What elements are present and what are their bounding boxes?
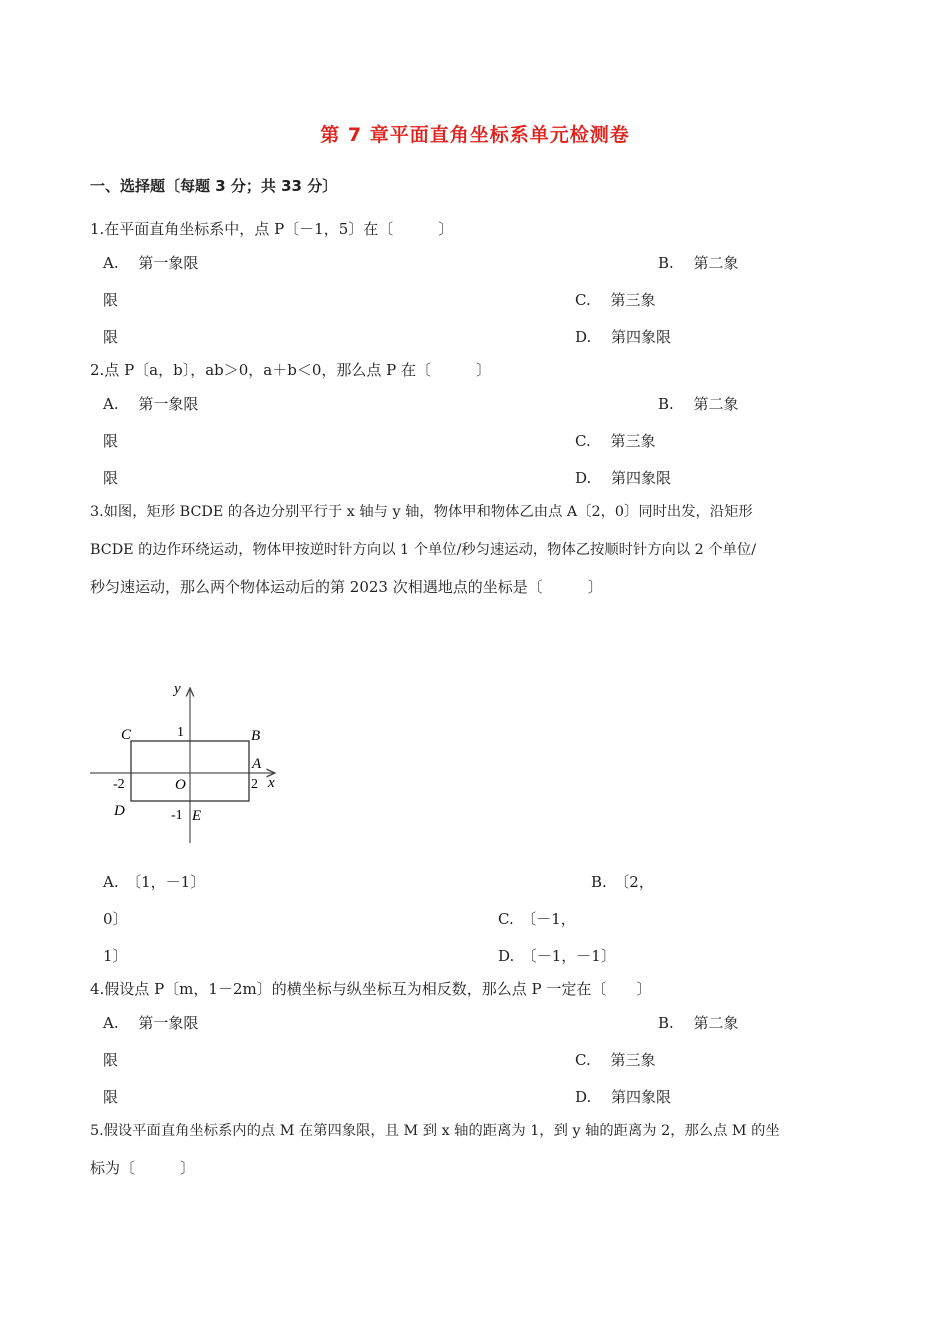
q4-option-a[interactable]: A. 第一象限 <box>103 1014 199 1032</box>
label-y: y <box>174 681 181 697</box>
q3-stem-line1: 3.如图，矩形 BCDE 的各边分别平行于 x 轴与 y 轴，物体甲和物体乙由点 A〔2，0〕同时出发，沿矩形 <box>90 504 753 520</box>
label-x: x <box>268 775 275 791</box>
q3-option-b[interactable]: B. 〔2， <box>591 873 654 891</box>
label-b: B <box>251 728 261 744</box>
q2-option-c-wrap: 限 <box>103 469 119 487</box>
q3-coordinate-figure <box>85 675 295 850</box>
page-title: 第 7 章平面直角坐标系单元检测卷 <box>320 124 630 146</box>
tick-neg1: -1 <box>171 808 183 823</box>
q1-stem: 1.在平面直角坐标系中，点 P〔－1，5〕在〔 〕 <box>90 220 454 238</box>
section-heading: 一、选择题〔每题 3 分；共 33 分〕 <box>90 177 338 195</box>
q1-option-d[interactable]: D. 第四象限 <box>575 328 672 346</box>
q1-option-c[interactable]: C. 第三象 <box>575 291 656 309</box>
q1-option-a[interactable]: A. 第一象限 <box>103 254 199 272</box>
q3-option-b-wrap: 0〕 <box>103 910 128 928</box>
q2-option-b-wrap: 限 <box>103 432 119 450</box>
tick-neg2: -2 <box>113 777 125 792</box>
q4-option-c-wrap: 限 <box>103 1088 119 1106</box>
q1-option-b[interactable]: B. 第二象 <box>658 254 739 272</box>
q3-option-a[interactable]: A. 〔1，－1〕 <box>103 873 206 891</box>
q4-option-c[interactable]: C. 第三象 <box>575 1051 656 1069</box>
q4-option-b[interactable]: B. 第二象 <box>658 1014 739 1032</box>
tick-2: 2 <box>251 777 258 792</box>
label-c: C <box>121 727 132 743</box>
label-o: O <box>175 777 186 793</box>
q2-option-c[interactable]: C. 第三象 <box>575 432 656 450</box>
q3-option-c-wrap: 1〕 <box>103 947 128 965</box>
label-a: A <box>252 756 262 772</box>
q1-option-c-wrap: 限 <box>103 328 119 346</box>
q3-stem-line3: 秒匀速运动，那么两个物体运动后的第 2023 次相遇地点的坐标是〔 〕 <box>90 578 603 596</box>
q2-stem: 2.点 P〔a，b〕，ab＞0，a＋b＜0，那么点 P 在〔 〕 <box>90 361 492 379</box>
q5-stem-line1: 5.假设平面直角坐标系内的点 M 在第四象限，且 M 到 x 轴的距离为 1，到 y 轴的距离为 2，那么点 M 的坐 <box>90 1123 780 1139</box>
q2-option-d[interactable]: D. 第四象限 <box>575 469 672 487</box>
q2-option-b[interactable]: B. 第二象 <box>658 395 739 413</box>
q3-option-c[interactable]: C. 〔－1， <box>498 910 576 928</box>
q3-option-d[interactable]: D. 〔－1，－1〕 <box>498 947 616 965</box>
q3-stem-line2: BCDE 的边作环绕运动，物体甲按逆时针方向以 1 个单位/秒匀速运动，物体乙按顺时针方向以 2 个单位/ <box>90 542 757 558</box>
label-e: E <box>192 808 202 824</box>
q1-option-b-wrap: 限 <box>103 291 119 309</box>
q2-option-a[interactable]: A. 第一象限 <box>103 395 199 413</box>
q4-option-b-wrap: 限 <box>103 1051 119 1069</box>
q4-option-d[interactable]: D. 第四象限 <box>575 1088 672 1106</box>
q5-stem-line2: 标为〔 〕 <box>90 1159 196 1177</box>
tick-1: 1 <box>177 725 184 740</box>
q4-stem: 4.假设点 P〔m，1－2m〕的横坐标与纵坐标互为相反数，那么点 P 一定在〔 〕 <box>90 980 652 998</box>
label-d: D <box>114 803 125 819</box>
